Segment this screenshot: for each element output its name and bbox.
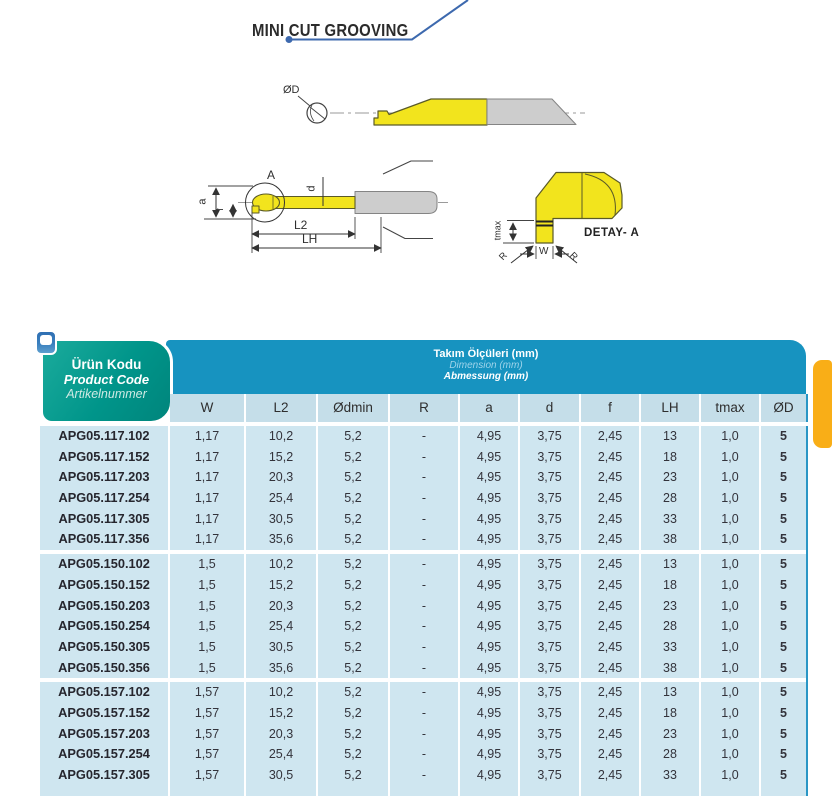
column-header-row (170, 394, 808, 422)
cell-odmin: 5,2 (318, 509, 390, 530)
cell-d: 3,75 (520, 467, 581, 488)
cell-r: - (390, 509, 460, 530)
cell-r: - (390, 554, 460, 575)
cell-r: - (390, 658, 460, 679)
cell-d: 3,75 (520, 637, 581, 658)
cell-lh: 33 (641, 509, 701, 530)
cell-l2: 20,3 (246, 467, 318, 488)
cell-tmax: 1,0 (701, 575, 761, 596)
cell-od: 5 (761, 682, 806, 703)
cell-product-code: APG05.157.254 (40, 744, 170, 765)
column-header: a (460, 394, 520, 422)
cell-od: 5 (761, 703, 806, 724)
cell-l2: 10,2 (246, 554, 318, 575)
cell-product-code: APG05.117.305 (40, 509, 170, 530)
cell-tmax: 1,0 (701, 447, 761, 468)
table-row (40, 575, 806, 596)
cell-w: 1,17 (170, 467, 246, 488)
cell-w: 1,17 (170, 509, 246, 530)
cell-w: 1,5 (170, 637, 246, 658)
cell-w: 1,5 (170, 616, 246, 637)
cell-product-code: APG05.117.102 (40, 426, 170, 447)
cell-od: 5 (761, 529, 806, 550)
cell-a: 4,95 (460, 658, 520, 679)
cell-f: 2,45 (581, 616, 641, 637)
cell-product-code: APG05.117.203 (40, 467, 170, 488)
cell-l2: 10,2 (246, 426, 318, 447)
cell-a: 4,95 (460, 765, 520, 786)
cell-d: 3,75 (520, 447, 581, 468)
cell-odmin: 5,2 (318, 467, 390, 488)
cell-l2: 25,4 (246, 488, 318, 509)
cell-product-code: APG05.117.254 (40, 488, 170, 509)
cell-r: - (390, 426, 460, 447)
technical-drawings (0, 0, 832, 310)
cell-a: 4,95 (460, 529, 520, 550)
cell-a: 4,95 (460, 426, 520, 447)
cell-product-code: APG05.150.254 (40, 616, 170, 637)
cell-lh: 23 (641, 467, 701, 488)
cell-lh: 18 (641, 575, 701, 596)
cell-f: 2,45 (581, 637, 641, 658)
cell-d: 3,75 (520, 509, 581, 530)
cell-product-code: APG05.150.203 (40, 596, 170, 617)
cell-tmax: 1,0 (701, 616, 761, 637)
cell-od: 5 (761, 509, 806, 530)
cell-lh: 38 (641, 529, 701, 550)
cell-d: 3,75 (520, 575, 581, 596)
product-col-de: Artikelnummer (66, 387, 147, 401)
cell-w: 1,57 (170, 765, 246, 786)
table-row (40, 703, 806, 724)
cell-od: 5 (761, 426, 806, 447)
cell-od: 5 (761, 554, 806, 575)
cell-r: - (390, 637, 460, 658)
cell-d: 3,75 (520, 596, 581, 617)
column-header: R (390, 394, 460, 422)
dim-header-tr: Takım Ölçüleri (mm) (433, 348, 539, 360)
cell-l2: 25,4 (246, 744, 318, 765)
cell-lh: 23 (641, 596, 701, 617)
cell-f: 2,45 (581, 596, 641, 617)
cell-lh: 28 (641, 744, 701, 765)
cell-a: 4,95 (460, 447, 520, 468)
table-group-150 (40, 554, 806, 678)
cell-tmax: 1,0 (701, 426, 761, 447)
cell-tmax: 1,0 (701, 765, 761, 786)
dim-a-label: a (196, 198, 209, 205)
cell-odmin: 5,2 (318, 682, 390, 703)
cell-r: - (390, 703, 460, 724)
cell-l2: 25,4 (246, 616, 318, 637)
table-row (40, 529, 806, 550)
cell-d: 3,75 (520, 658, 581, 679)
cell-a: 4,95 (460, 637, 520, 658)
cell-w: 1,17 (170, 529, 246, 550)
cell-lh: 13 (641, 554, 701, 575)
cell-tmax: 1,0 (701, 682, 761, 703)
cell-f: 2,45 (581, 554, 641, 575)
cell-tmax: 1,0 (701, 744, 761, 765)
cell-r: - (390, 765, 460, 786)
cell-tmax: 1,0 (701, 467, 761, 488)
cell-odmin: 5,2 (318, 575, 390, 596)
cell-lh: 33 (641, 765, 701, 786)
table-row (40, 509, 806, 530)
cell-f: 2,45 (581, 703, 641, 724)
table-row (40, 724, 806, 745)
table-group-157 (40, 682, 806, 785)
cell-r: - (390, 575, 460, 596)
cell-lh: 33 (641, 637, 701, 658)
cell-d: 3,75 (520, 616, 581, 637)
cell-product-code: APG05.150.305 (40, 637, 170, 658)
cell-d: 3,75 (520, 765, 581, 786)
cell-r: - (390, 529, 460, 550)
cell-l2: 15,2 (246, 703, 318, 724)
cell-a: 4,95 (460, 488, 520, 509)
cell-a: 4,95 (460, 703, 520, 724)
cell-product-code: APG05.157.203 (40, 724, 170, 745)
cell-r: - (390, 616, 460, 637)
cell-tmax: 1,0 (701, 724, 761, 745)
cell-lh: 23 (641, 724, 701, 745)
cell-f: 2,45 (581, 447, 641, 468)
cell-lh: 28 (641, 488, 701, 509)
cell-w: 1,57 (170, 703, 246, 724)
cell-odmin: 5,2 (318, 529, 390, 550)
cell-a: 4,95 (460, 509, 520, 530)
cell-odmin: 5,2 (318, 658, 390, 679)
table-row (40, 765, 806, 786)
cell-d: 3,75 (520, 426, 581, 447)
cell-f: 2,45 (581, 467, 641, 488)
table-row (40, 447, 806, 468)
product-col-tr: Ürün Kodu (71, 357, 142, 372)
cell-a: 4,95 (460, 554, 520, 575)
cell-odmin: 5,2 (318, 637, 390, 658)
cell-tmax: 1,0 (701, 703, 761, 724)
cell-od: 5 (761, 575, 806, 596)
cell-od: 5 (761, 488, 806, 509)
column-header: f (581, 394, 641, 422)
cell-f: 2,45 (581, 426, 641, 447)
cell-d: 3,75 (520, 682, 581, 703)
cell-odmin: 5,2 (318, 447, 390, 468)
cell-w: 1,17 (170, 426, 246, 447)
cell-lh: 18 (641, 703, 701, 724)
dim-w-label: W (539, 246, 549, 257)
table-row (40, 554, 806, 575)
dimensioned-view-diagram (204, 161, 448, 253)
page-edge-tab (813, 360, 832, 448)
cell-odmin: 5,2 (318, 596, 390, 617)
table-row (40, 426, 806, 447)
detail-marker-label: A (267, 168, 276, 182)
cell-lh: 38 (641, 658, 701, 679)
cell-a: 4,95 (460, 596, 520, 617)
cell-l2: 15,2 (246, 575, 318, 596)
cell-f: 2,45 (581, 575, 641, 596)
cell-odmin: 5,2 (318, 765, 390, 786)
cell-a: 4,95 (460, 575, 520, 596)
table-row (40, 658, 806, 679)
dim-header-de: Abmessung (mm) (443, 371, 529, 382)
cell-lh: 28 (641, 616, 701, 637)
cell-tmax: 1,0 (701, 529, 761, 550)
cell-tmax: 1,0 (701, 509, 761, 530)
dim-lh-label: LH (302, 232, 318, 246)
cell-r: - (390, 467, 460, 488)
diameter-label: ØD (283, 84, 300, 96)
cell-f: 2,45 (581, 744, 641, 765)
cell-a: 4,95 (460, 744, 520, 765)
cell-od: 5 (761, 658, 806, 679)
cell-tmax: 1,0 (701, 554, 761, 575)
cell-product-code: APG05.157.152 (40, 703, 170, 724)
cell-tmax: 1,0 (701, 488, 761, 509)
table-row (40, 488, 806, 509)
bookmark-icon-tab (40, 335, 52, 345)
column-header: L2 (246, 394, 318, 422)
cell-a: 4,95 (460, 682, 520, 703)
cell-d: 3,75 (520, 703, 581, 724)
cell-product-code: APG05.150.152 (40, 575, 170, 596)
detail-title-label: DETAY- A (584, 227, 640, 239)
cell-od: 5 (761, 467, 806, 488)
cell-a: 4,95 (460, 467, 520, 488)
cell-odmin: 5,2 (318, 426, 390, 447)
cell-r: - (390, 724, 460, 745)
cell-r: - (390, 488, 460, 509)
cell-f: 2,45 (581, 529, 641, 550)
cell-d: 3,75 (520, 744, 581, 765)
detail-a-diagram (503, 173, 622, 264)
column-header: W (170, 394, 246, 422)
side-view-diagram (298, 96, 585, 125)
cell-w: 1,17 (170, 488, 246, 509)
cell-odmin: 5,2 (318, 488, 390, 509)
cell-product-code: APG05.157.305 (40, 765, 170, 786)
radius-left-label: R (497, 250, 510, 263)
radius-right-label: R (567, 250, 580, 263)
cell-w: 1,17 (170, 447, 246, 468)
table-footer-filler (40, 786, 806, 796)
cell-l2: 35,6 (246, 529, 318, 550)
cell-l2: 15,2 (246, 447, 318, 468)
column-header: LH (641, 394, 701, 422)
cell-l2: 30,5 (246, 765, 318, 786)
cell-d: 3,75 (520, 488, 581, 509)
cell-od: 5 (761, 447, 806, 468)
cell-w: 1,5 (170, 554, 246, 575)
table-row (40, 682, 806, 703)
cell-product-code: APG05.150.102 (40, 554, 170, 575)
cell-product-code: APG05.117.152 (40, 447, 170, 468)
cell-tmax: 1,0 (701, 658, 761, 679)
cell-r: - (390, 447, 460, 468)
cell-l2: 20,3 (246, 724, 318, 745)
column-header: tmax (701, 394, 761, 422)
cell-l2: 30,5 (246, 509, 318, 530)
table-body (40, 426, 808, 796)
cell-r: - (390, 682, 460, 703)
cell-r: - (390, 744, 460, 765)
cell-d: 3,75 (520, 554, 581, 575)
cell-product-code: APG05.150.356 (40, 658, 170, 679)
cell-r: - (390, 596, 460, 617)
cell-od: 5 (761, 744, 806, 765)
cell-w: 1,5 (170, 596, 246, 617)
cell-od: 5 (761, 637, 806, 658)
cell-w: 1,57 (170, 724, 246, 745)
cell-lh: 13 (641, 682, 701, 703)
cell-w: 1,57 (170, 744, 246, 765)
dim-d-label: d (305, 185, 318, 192)
cell-a: 4,95 (460, 616, 520, 637)
product-code-header (40, 338, 173, 424)
table-row (40, 467, 806, 488)
cell-f: 2,45 (581, 509, 641, 530)
column-header: ØD (761, 394, 806, 422)
table-row (40, 637, 806, 658)
cell-l2: 20,3 (246, 596, 318, 617)
cell-f: 2,45 (581, 724, 641, 745)
cell-tmax: 1,0 (701, 596, 761, 617)
dim-f-label: f (214, 208, 226, 211)
cell-l2: 35,6 (246, 658, 318, 679)
dim-tmax-label: tmax (492, 220, 503, 241)
dim-header-en: Dimension (mm) (449, 360, 523, 371)
cell-od: 5 (761, 765, 806, 786)
column-header: Ødmin (318, 394, 390, 422)
cell-odmin: 5,2 (318, 744, 390, 765)
cell-f: 2,45 (581, 682, 641, 703)
cell-w: 1,5 (170, 658, 246, 679)
bookmark-icon (35, 330, 57, 355)
cell-l2: 30,5 (246, 637, 318, 658)
cell-odmin: 5,2 (318, 616, 390, 637)
column-header: d (520, 394, 581, 422)
cell-od: 5 (761, 724, 806, 745)
product-col-en: Product Code (63, 372, 150, 387)
table-group-117 (40, 426, 806, 550)
dimensions-header-band (166, 340, 806, 394)
cell-l2: 10,2 (246, 682, 318, 703)
cell-tmax: 1,0 (701, 637, 761, 658)
cell-f: 2,45 (581, 658, 641, 679)
cell-w: 1,57 (170, 682, 246, 703)
table-row (40, 596, 806, 617)
cell-od: 5 (761, 596, 806, 617)
table-row (40, 744, 806, 765)
cell-lh: 18 (641, 447, 701, 468)
page-title: MINI CUT GROOVING (252, 20, 409, 40)
cell-od: 5 (761, 616, 806, 637)
cell-odmin: 5,2 (318, 724, 390, 745)
cell-product-code: APG05.117.356 (40, 529, 170, 550)
cell-odmin: 5,2 (318, 703, 390, 724)
cell-lh: 13 (641, 426, 701, 447)
table-row (40, 616, 806, 637)
cell-w: 1,5 (170, 575, 246, 596)
dim-l2-label: L2 (294, 218, 308, 232)
cell-odmin: 5,2 (318, 554, 390, 575)
cell-d: 3,75 (520, 529, 581, 550)
cell-f: 2,45 (581, 488, 641, 509)
cell-product-code: APG05.157.102 (40, 682, 170, 703)
cell-f: 2,45 (581, 765, 641, 786)
cell-d: 3,75 (520, 724, 581, 745)
cell-a: 4,95 (460, 724, 520, 745)
